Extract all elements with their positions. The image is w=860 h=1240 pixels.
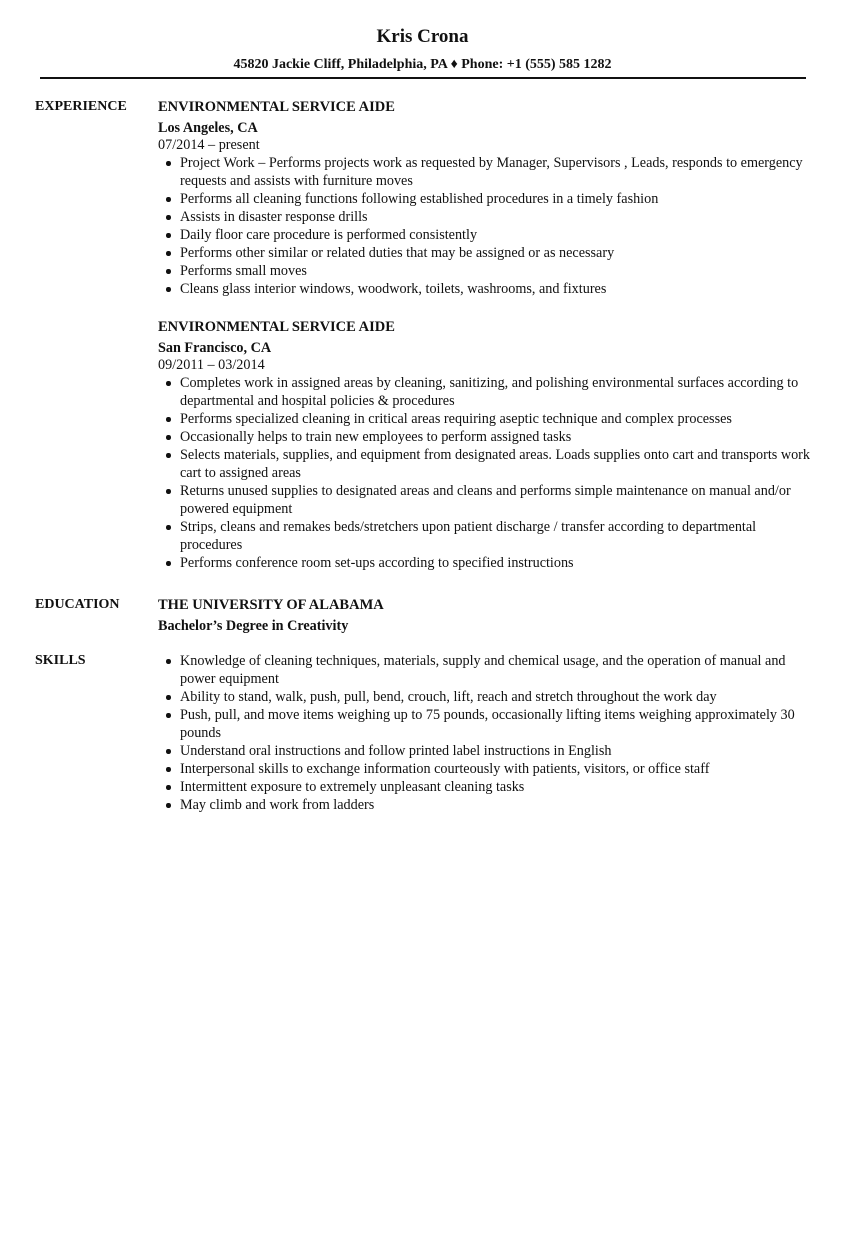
list-item: Assists in disaster response drills	[158, 208, 810, 226]
list-item: Selects materials, supplies, and equipment from designated areas. Loads supplies onto cart and transports work cart to assigned areas	[158, 446, 810, 482]
list-item: Ability to stand, walk, push, pull, bend, crouch, lift, reach and stretch throughout the work day	[158, 688, 810, 706]
list-item: Cleans glass interior windows, woodwork, toilets, washrooms, and fixtures	[158, 280, 810, 298]
skills-body	[158, 652, 810, 814]
section-label-experience: EXPERIENCE	[35, 99, 127, 114]
list-item: Push, pull, and move items weighing up to 75 pounds, occasionally lifting items weighing approximately 30 pounds	[158, 706, 810, 742]
list-item: Completes work in assigned areas by cleaning, sanitizing, and polishing environmental surfaces according to departmental and hospital policies & procedures	[158, 374, 810, 410]
list-item: Performs conference room set-ups according to specified instructions	[158, 554, 810, 572]
job-dates: 09/2011 – 03/2014	[158, 357, 265, 373]
section-label-education: EDUCATION	[35, 597, 120, 612]
list-item: Knowledge of cleaning techniques, materials, supply and chemical usage, and the operation of manual and power equipment	[158, 652, 810, 688]
list-item: Returns unused supplies to designated areas and cleans and performs simple maintenance on manual and/or powered equipment	[158, 482, 810, 518]
candidate-name: Kris Crona	[376, 26, 469, 47]
list-item: Performs all cleaning functions following established procedures in a timely fashion	[158, 190, 810, 208]
list-item: Strips, cleans and remakes beds/stretchers upon patient discharge / transfer according to departmental procedures	[158, 518, 810, 554]
experience-body	[158, 98, 810, 592]
list-item: Performs other similar or related duties that may be assigned or as necessary	[158, 244, 810, 262]
job-location: Los Angeles, CA	[158, 120, 258, 136]
job-title: ENVIRONMENTAL SERVICE AIDE	[158, 319, 395, 335]
job-dates: 07/2014 – present	[158, 137, 260, 153]
list-item: Intermittent exposure to extremely unpleasant cleaning tasks	[158, 778, 810, 796]
list-item: Performs specialized cleaning in critical areas requiring aseptic technique and complex processes	[158, 410, 810, 428]
skills-list	[158, 652, 810, 814]
job-entry	[158, 318, 810, 572]
contact-line: 45820 Jackie Cliff, Philadelphia, PA ♦ Phone: +1 (555) 585 1282	[233, 57, 612, 72]
list-item: Occasionally helps to train new employees to perform assigned tasks	[158, 428, 810, 446]
list-item: Daily floor care procedure is performed consistently	[158, 226, 810, 244]
education-body	[158, 596, 810, 635]
list-item: May climb and work from ladders	[158, 796, 810, 814]
job-duties-list	[158, 154, 810, 298]
list-item: Understand oral instructions and follow printed label instructions in English	[158, 742, 810, 760]
section-label-skills: SKILLS	[35, 653, 86, 668]
list-item: Performs small moves	[158, 262, 810, 280]
school-name: THE UNIVERSITY OF ALABAMA	[158, 597, 384, 613]
job-location: San Francisco, CA	[158, 340, 272, 356]
header-divider	[40, 77, 806, 79]
job-entry	[158, 98, 810, 298]
job-duties-list	[158, 374, 810, 572]
job-title: ENVIRONMENTAL SERVICE AIDE	[158, 99, 395, 115]
degree: Bachelor’s Degree in Creativity	[158, 618, 349, 634]
resume-header	[0, 26, 845, 73]
list-item: Interpersonal skills to exchange information courteously with patients, visitors, or office staff	[158, 760, 810, 778]
list-item: Project Work – Performs projects work as requested by Manager, Supervisors , Leads, responds to emergency requests and assists with furniture moves	[158, 154, 810, 190]
